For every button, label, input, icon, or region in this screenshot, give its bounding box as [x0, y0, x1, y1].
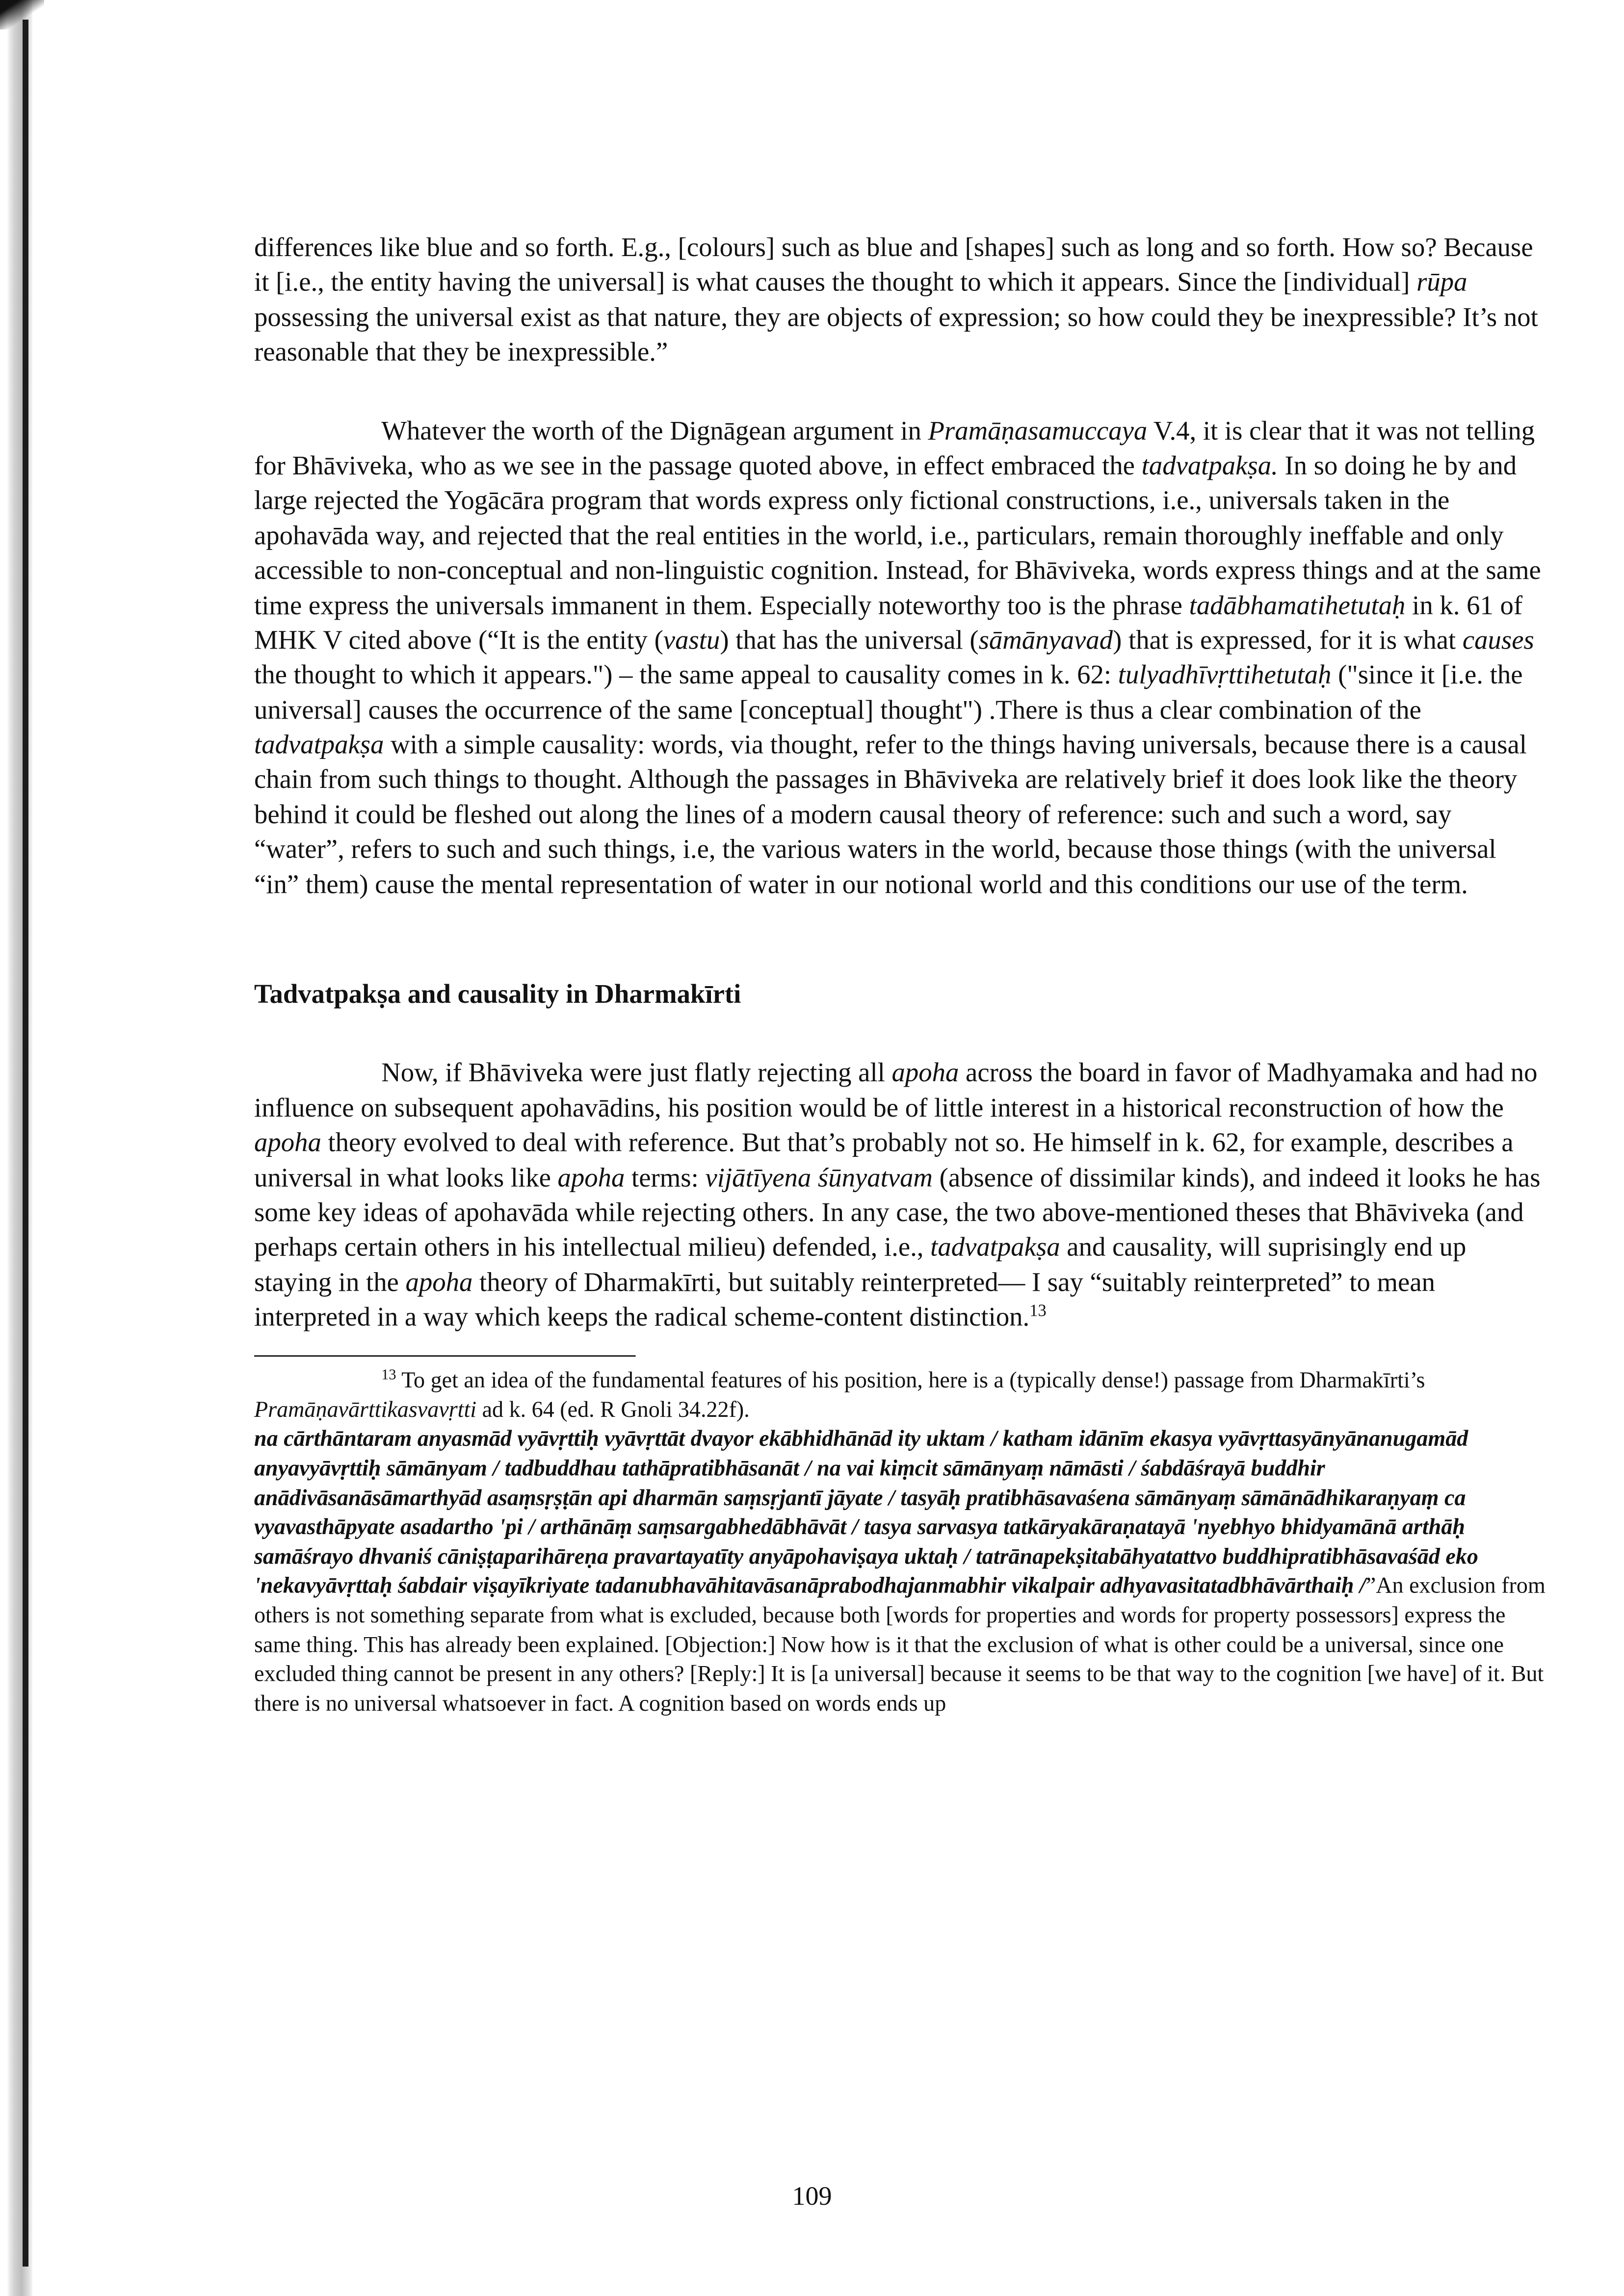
page-number: 109	[792, 2181, 832, 2211]
text-run: ("since it [i.e. the universal] causes the occurrence of the same [conceptual] thought") .There is thus a clear combination of the	[254, 660, 1523, 725]
text-run: Now, if Bhāviveka were just flatly rejecting all	[381, 1058, 892, 1088]
text-run: ad k. 64 (ed. R Gnoli 34.22f).	[476, 1396, 750, 1422]
italic-term: vijātīyena śūnyatvam	[705, 1163, 933, 1193]
body-paragraph-2	[254, 1056, 1547, 1335]
text-run: Whatever the worth of the Dignāgean argument in	[381, 416, 928, 446]
footnote-translation: ”An exclusion from others is not something separate from what is excluded, because both [words for properties and words for property possessors] express the same thing. This has already been explained. [Objection:] Now how is it that the exclusion of what is other could be a universal, since one excluded thing cannot be present in any others? [Reply:] It is [a universal] because it seems to be that way to the cognition [we have] of it. But there is no universal whatsoever in fact. A cognition based on words ends up	[254, 1572, 1545, 1716]
italic-term: sāmānyavad	[978, 625, 1113, 655]
text-run: theory evolved to deal with reference. But that’s probably not so. He himself in k. 62, for example, describes a universal in what looks like	[254, 1128, 1514, 1193]
text-run: theory of Dharmakīrti, but suitably reinterpreted— I say “suitably reinterpreted” to mean interpreted in a way which keeps the radical scheme-content distinction.	[254, 1267, 1435, 1332]
text-run: the thought to which it appears.") – the same appeal to causality comes in k. 62:	[254, 660, 1118, 690]
footnote-reference: 13	[1029, 1302, 1047, 1321]
text-run: differences like blue and so forth. E.g., [colours] such as blue and [shapes] such as long and so forth. How so? Because it [i.e., the entity having the universal] is what causes the thought to which it appears. Since the [individual]	[254, 233, 1533, 297]
text-run: terms:	[625, 1163, 706, 1193]
italic-term: apoha	[405, 1267, 473, 1298]
body-paragraph-1	[254, 414, 1547, 903]
continuation-paragraph	[254, 231, 1547, 370]
italic-term: apoha	[557, 1163, 625, 1193]
italic-term: apoha	[254, 1128, 321, 1158]
footnote-separator	[254, 1355, 636, 1357]
italic-term: rūpa	[1416, 267, 1467, 297]
sanskrit-passage: na cārthāntaram anyasmād vyāvṛttiḥ vyāvṛttāt dvayor ekābhidhānād ity uktam / katham idānīm ekasya vyāvṛttasyānyānanugamād anyavyāvṛttiḥ sāmānyam / tadbuddhau tathāpratibhāsanāt / na vai kiṃcit sāmānyaṃ nāmāsti / śabdāśrayā buddhir anādivāsanāsāmarthyād asaṃsṛṣṭān api dharmān saṃsṛjantī jāyate / tasyāḥ pratibhāsavaśena sāmānyaṃ sāmānādhikaraṇyaṃ ca vyavasthāpyate asadartho 'pi / arthānāṃ saṃsargabhedābhāvāt / tasya sarvasya tatkāryakāraṇatayā 'nyebhyo bhidyamānā arthāḥ samāśrayo dhvaniś cāniṣṭaparihāreṇa pravartayatīty anyāpohaviṣaya uktaḥ / tatrānapekṣitabāhyatattvo buddhipratibhāsavaśād eko 'nekavyāvṛttaḥ śabdair viṣayīkriyate tadanubhavāhitavāsanāprabodhajanmabhir vikalpair adhyavasitatadbhāvārthaiḥ /	[254, 1425, 1478, 1598]
text-run: ) that has the universal (	[720, 625, 979, 655]
italic-term: tadvatpakṣa	[254, 730, 384, 760]
text-run: with a simple causality: words, via thought, refer to the things having universals, because there is a causal chain from such things to thought. Although the passages in Bhāviveka are relatively brief it does look like the theory behind it could be fleshed out along the lines of a modern causal theory of reference: such and such a word, say “water”, refers to such and such things, i.e, the various waters in the world, because those things (with the universal “in” them) cause the mental representation of water in our notional world and this conditions our use of the term.	[254, 730, 1527, 900]
text-run: To get an idea of the fundamental features of his position, here is a (typically dense!) passage from Dharmakīrti’s	[396, 1366, 1425, 1392]
italic-term: tadvatpakṣa	[930, 1232, 1060, 1262]
text-run: possessing the universal exist as that nature, they are objects of expression; so how could they be inexpressible? It’s not reasonable that they be inexpressible.”	[254, 302, 1538, 367]
text-run: V.4, it is clear that it was not telling for Bhāviveka, who as we see in the passage quoted above, in effect embraced the	[254, 416, 1535, 481]
italic-term: tulyadhīvṛttihetutaḥ	[1118, 660, 1332, 690]
text-run: across the board in favor of Madhyamaka and had no influence on subsequent apohavādins, his position would be of little interest in a historical reconstruction of how the	[254, 1058, 1538, 1123]
scan-corner-mark	[0, 0, 44, 29]
footnote-number: 13	[381, 1365, 396, 1383]
italic-term: Pramāṇasamuccaya	[928, 416, 1148, 446]
scan-binding-line	[23, 20, 28, 2267]
italic-term: apoha	[891, 1058, 959, 1088]
italic-term: Pramāṇavārttikasvavṛtti	[254, 1396, 477, 1422]
text-run: In so doing he by and large rejected the Yogācāra program that words express only fictional constructions, i.e., universals taken in the apohavāda way, and rejected that the real entities in the world, i.e., particulars, remain thoroughly ineffable and only accessible to non-conceptual and non-linguistic cognition. Instead, for Bhāviveka, words express things and at the same time express the universals immanent in them. Especially noteworthy too is the phrase	[254, 451, 1541, 621]
footnote-13	[254, 1365, 1547, 1718]
text-run: and causality, will suprisingly end up staying in the	[254, 1232, 1467, 1298]
text-run: ) that is expressed, for it is what	[1113, 625, 1463, 655]
text-run: in k. 61 of MHK V cited above (“It is the entity (	[254, 590, 1523, 655]
italic-term: tadābhamatihetutaḥ	[1189, 590, 1406, 621]
italic-term: vastu	[663, 625, 720, 655]
text-run: (absence of dissimilar kinds), and indeed it looks he has some key ideas of apohavāda while rejecting others. In any case, the two above-mentioned theses that Bhāviveka (and perhaps certain others in his intellectual milieu) defended, i.e.,	[254, 1163, 1541, 1262]
section-heading: Tadvatpakṣa and causality in Dharmakīrti	[254, 979, 741, 1009]
page-body	[254, 231, 1547, 1718]
italic-term: tadvatpakṣa.	[1141, 451, 1278, 481]
italic-term: causes	[1462, 625, 1534, 655]
